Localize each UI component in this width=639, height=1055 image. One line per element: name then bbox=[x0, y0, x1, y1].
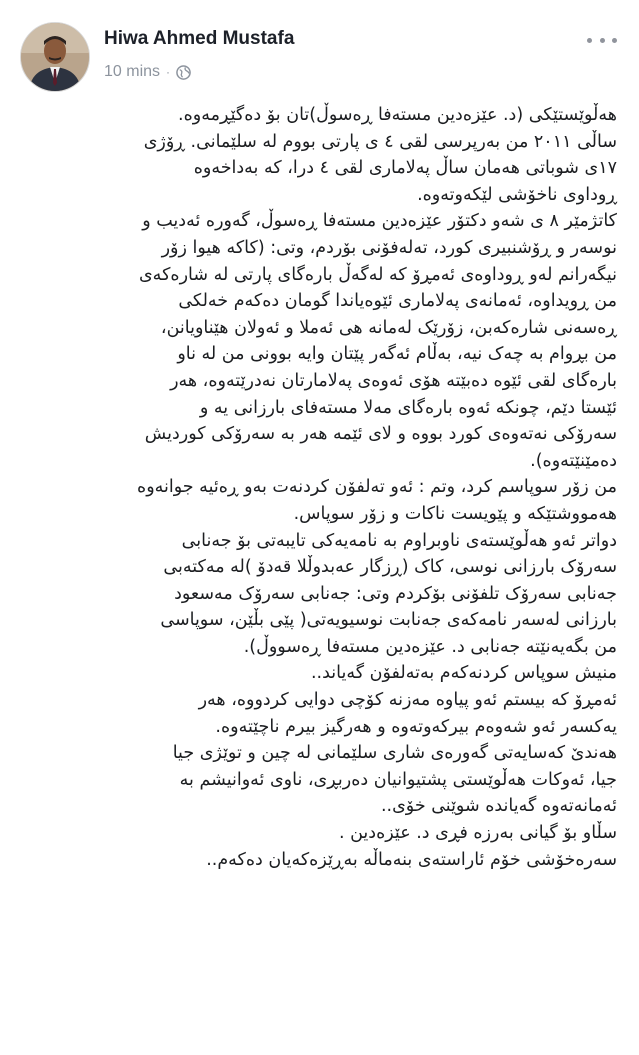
post-line: ئێستا دێم، چونکە ئەوە بارەگای مەلا مستەفای بارزانی یە و bbox=[199, 397, 617, 418]
post-line: بارەگای لقی ئێوە دەبێتە هۆی ئەوەی پەلامارتان نەدرێتەوە، هەر bbox=[170, 370, 617, 391]
post-line: ساڵی ٢٠١١ من بەرپرسی لقی ٤ ی پارتی بووم لە سلێمانی. ڕۆژی bbox=[143, 131, 617, 152]
more-dot bbox=[612, 38, 617, 43]
post-timestamp[interactable]: 10 mins bbox=[104, 63, 161, 80]
post-line: سەرۆک بارزانی نوسی، کاک (ڕزگار عەبدوڵلا قەدۆ )لە مەکتەبی bbox=[163, 557, 617, 578]
post-line: نوسەر و ڕۆشنبیری کورد، تەلەفۆنی بۆردم، وتی: (کاکە هیوا زۆر bbox=[161, 237, 617, 258]
post-line: ئەمڕۆ کە بیستم ئەو پیاوە مەزنە کۆچی دوایی کردووە، هەر bbox=[198, 690, 617, 711]
post-line: ١٧ی شوباتی هەمان ساڵ پەلاماری لقی ٤ درا، کە بەداخەوە bbox=[193, 158, 617, 179]
more-dot bbox=[587, 38, 592, 43]
post-line: کاتژمێر ٨ ی شەو دکتۆر عێزەدین مستەفا ڕەسوڵ، گەورە ئەدیب و bbox=[142, 211, 617, 232]
post-line: من ڕویداوە، ئەمانەی پەلاماری ئێوەیاندا گومان دەکەم خەلکی bbox=[178, 291, 617, 312]
post-line: من زۆر سوپاسم کرد، وتم : ئەو تەلفۆن کردنەت بەو ڕەئیە جوانەوە bbox=[137, 477, 617, 498]
post-line: نیگەرانم لەو ڕوداوەی ئەمڕۆ کە لەگەڵ بارەگای پارتی لە شارەکەی bbox=[138, 264, 617, 285]
post-line: جیا، ئەوکات هەڵوێستی پشتیوانیان دەربڕی، ناوی ئەوانیشم بە bbox=[179, 769, 617, 790]
post-line: دواتر ئەو هەڵوێستەی ناوبراوم بە نامەیەکی تایبەتی بۆ جەنابی bbox=[181, 530, 617, 551]
post-line: من بڕوام بە چەک نیە، بەڵام ئەگەر پێتان وایە بوونی من لە ناو bbox=[177, 344, 617, 365]
globe-icon[interactable] bbox=[176, 65, 191, 80]
post-meta bbox=[104, 62, 191, 82]
meta-separator: · bbox=[166, 65, 171, 79]
post-line: هەڵوێستێکی (د. عێزەدین مستەفا ڕەسوڵ)تان بۆ دەگێڕمەوە. bbox=[178, 105, 617, 125]
post-header bbox=[0, 0, 639, 96]
more-options-icon[interactable] bbox=[587, 30, 617, 50]
avatar[interactable] bbox=[20, 22, 90, 92]
post-line: منیش سوپاس کردنەکەم بەتەلفۆن گەیاند.. bbox=[310, 663, 617, 684]
post-line: سەرۆکی نەتەوەی کورد بووە و لای ئێمە هەر بە سەرۆکی کوردیش bbox=[144, 424, 617, 445]
post-line: سەرەخۆشی خۆم ئاراستەی بنەماڵە بەڕێزەکەیان دەکەم.. bbox=[206, 849, 617, 870]
post-line: سڵاو بۆ گیانی بەرزە فڕی د. عێزەدین . bbox=[338, 823, 617, 844]
post-line: یەکسەر ئەو شەوەم بیرکەوتەوە و هەرگیز بیرم ناچێتەوە. bbox=[215, 716, 617, 737]
author-name[interactable]: Hiwa Ahmed Mustafa bbox=[104, 28, 295, 49]
post-line: ڕەسەنی شارەکەبن، زۆرێک لەمانە هی ئەملا و ئەولان هێناویانن، bbox=[160, 317, 617, 338]
post-line: هەندێ کەسایەتی گەورەی شاری سلێمانی لە چین و توێژی جیا bbox=[172, 743, 617, 764]
post-line: ڕوداوی ناخۆشی لێکەوتەوە. bbox=[417, 184, 617, 205]
post-line: هەمووشتێکە و پێویست ناکات و زۆر سوپاس. bbox=[293, 503, 617, 524]
author-photo bbox=[21, 23, 89, 91]
post-line: من بگەیەنێتە جەنابی د. عێزەدین مستەفا ڕەسووڵ). bbox=[243, 636, 617, 657]
post-body bbox=[20, 102, 617, 873]
more-dot bbox=[600, 38, 605, 43]
post-line: جەنابی سەرۆک تلفۆنی بۆکردم وتی: جەنابی سەرۆک مەسعود bbox=[174, 583, 617, 604]
post-line: دەمێنێتەوە). bbox=[530, 450, 617, 471]
post-line: بارزانی لەسەر نامەکەی جەنابت نوسیویەتی( پێی بڵێن، سوپاسی bbox=[160, 610, 617, 631]
post-line: ئەمانەتەوە گەیاندە شوێنی خۆی.. bbox=[380, 796, 617, 817]
